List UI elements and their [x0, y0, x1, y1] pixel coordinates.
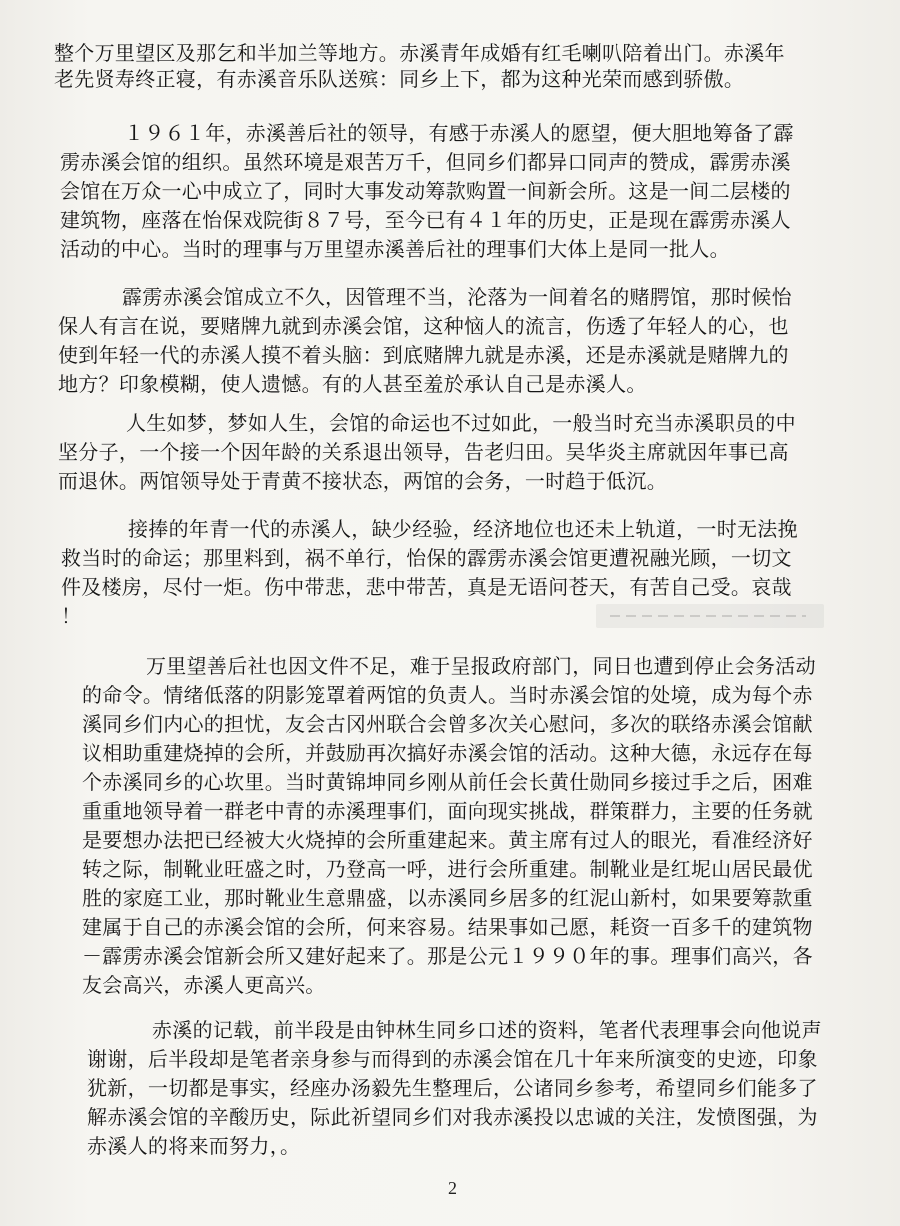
- text-line: 万里望善后社也因文件不足，难于呈报政府部门，同日也遭到停止会务活动: [146, 654, 816, 678]
- text-line: 雳赤溪会馆的组织。虽然环境是艰苦万千，但同乡们都异口同声的赞成，霹雳赤溪: [60, 150, 791, 174]
- text-line: 议相助重建烧掉的会所，并鼓励再次搞好赤溪会馆的活动。这种大德，永远存在每: [82, 741, 813, 765]
- text-line: 赤溪的记载，前半段是由钟林生同乡口述的资料，笔者代表理事会向他说声: [152, 1018, 822, 1042]
- text-line: 整个万里望区及那乞和半加兰等地方。赤溪青年成婚有红毛喇叭陪着出门。赤溪年: [54, 41, 785, 65]
- text-line: 个赤溪同乡的心坎里。当时黄锦坤同乡刚从前任会长黄仕勋同乡接过手之后，困难: [82, 770, 813, 794]
- text-line: 建属于自己的赤溪会馆的会所，何来容易。结果事如己愿，耗资一百多千的建筑物: [82, 915, 813, 939]
- text-line: 赤溪人的将来而努力，。: [87, 1134, 301, 1158]
- text-line: 霹雳赤溪会馆成立不久，因管理不当，沦落为一间着名的赌腭馆，那时候怡: [122, 285, 792, 309]
- text-line: ！: [61, 604, 82, 628]
- text-line: 谢谢，后半段却是笔者亲身参与而得到的赤溪会馆在几十年来所演变的史迹，印象: [87, 1047, 818, 1071]
- text-line: 坚分子，一个接一个因年龄的关系退出领导，告老归田。吴华炎主席就因年事已高: [58, 440, 789, 464]
- text-line: 接捧的年青一代的赤溪人，缺少经验，经济地位也还未上轨道，一时无法挽: [128, 517, 798, 541]
- text-line: －霹雳赤溪会馆新会所又建好起来了。那是公元１９９０年的事。理事们高兴，各: [82, 944, 813, 968]
- text-line: 建筑物，座落在怡保戏院街８７号，至今已有４１年的历史，正是现在霹雳赤溪人: [60, 208, 791, 232]
- text-line: 老先贤寿终正寝，有赤溪音乐队送殡：同乡上下，都为这种光荣而感到骄傲。: [54, 67, 745, 91]
- text-line: 犹新，一切都是事实，经座办汤毅先生整理后，公诸同乡参考，希望同乡们能多了: [87, 1076, 818, 1100]
- text-line: 是要想办法把已经被大火烧掉的会所重建起来。黄主席有过人的眼光，看准经济好: [82, 828, 813, 852]
- text-line: 胜的家庭工业，那时靴业生意鼎盛，以赤溪同乡居多的红泥山新村，如果要筹款重: [82, 886, 813, 910]
- text-line: 友会高兴，赤溪人更高兴。: [82, 973, 326, 997]
- text-line: 保人有言在说，要赌牌九就到赤溪会馆，这种恼人的流言，伤透了年轻人的心，也: [58, 314, 789, 338]
- text-line: 而退休。两馆领导处于青黄不接状态，两馆的会务，一时趋于低沉。: [58, 469, 667, 493]
- text-line: 的命令。情绪低落的阴影笼罩着两馆的负责人。当时赤溪会馆的处境，成为每个赤: [82, 683, 813, 707]
- text-line: 活动的中心。当时的理事与万里望赤溪善后社的理事们大体上是同一批人。: [60, 237, 730, 261]
- text-line: 解赤溪会馆的辛酸历史，际此祈望同乡们对我赤溪投以忠诚的关注，发愤图强，为: [87, 1105, 818, 1129]
- text-line: 地方？印象模糊，使人遗憾。有的人甚至羞於承认自己是赤溪人。: [58, 372, 647, 396]
- text-line: 溪同乡们内心的担忧，友会古冈州联合会曾多次关心慰问，多次的联络赤溪会馆献: [82, 712, 813, 736]
- text-line: 转之际，制靴业旺盛之时，乃登高一呼，进行会所重建。制靴业是红坭山居民最优: [82, 857, 813, 881]
- text-line: 使到年轻一代的赤溪人摸不着头脑：到底赌牌九就是赤溪，还是赤溪就是赌牌九的: [58, 343, 789, 367]
- text-line: 件及楼房，尽付一炬。伤中带悲，悲中带苦，真是无语问苍天，有苦自己受。哀哉: [61, 575, 792, 599]
- faded-stamp-mark: [596, 604, 824, 628]
- text-line: 救当时的命运；那里料到，祸不单行，怡保的霹雳赤溪会馆更遭祝融光顾，一切文: [61, 546, 792, 570]
- text-line: １９６１年，赤溪善后社的领导，有感于赤溪人的愿望，便大胆地筹备了霹: [124, 121, 794, 145]
- page-number: 2: [448, 1178, 457, 1198]
- text-line: 重重地领导着一群老中青的赤溪理事们，面向现实挑战，群策群力，主要的任务就: [82, 799, 813, 823]
- text-line: 会馆在万众一心中成立了，同时大事发动筹款购置一间新会所。这是一间二层楼的: [60, 179, 791, 203]
- text-line: 人生如梦，梦如人生，会馆的命运也不过如此，一般当时充当赤溪职员的中: [126, 411, 796, 435]
